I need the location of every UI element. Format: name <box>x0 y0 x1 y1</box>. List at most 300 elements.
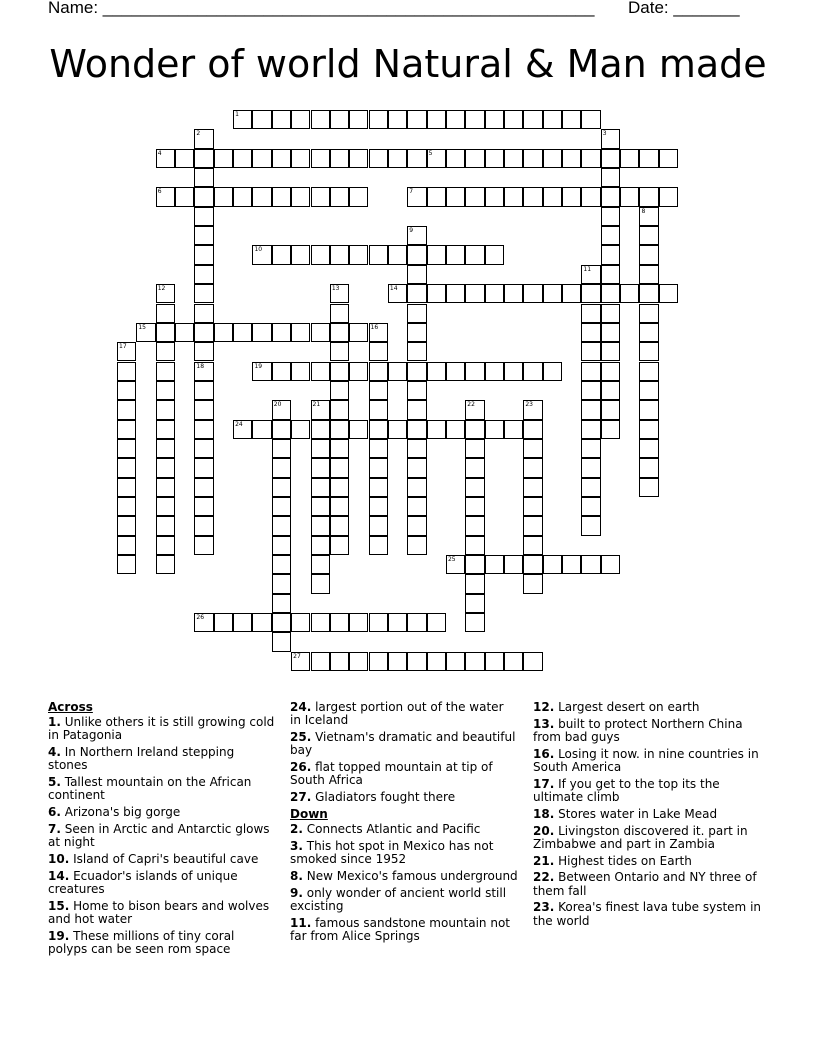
grid-cell[interactable] <box>194 187 213 206</box>
grid-cell[interactable] <box>639 362 658 381</box>
grid-cell[interactable] <box>639 207 658 226</box>
grid-cell[interactable] <box>194 458 213 477</box>
grid-cell[interactable] <box>272 458 291 477</box>
grid-cell[interactable] <box>349 187 368 206</box>
grid-cell[interactable] <box>485 149 504 168</box>
grid-cell[interactable] <box>330 284 349 303</box>
grid-cell[interactable] <box>407 149 426 168</box>
grid-cell[interactable] <box>311 497 330 516</box>
grid-cell[interactable] <box>252 323 271 342</box>
grid-cell[interactable] <box>369 652 388 671</box>
grid-cell[interactable] <box>388 284 407 303</box>
grid-cell[interactable] <box>117 420 136 439</box>
grid-cell[interactable] <box>117 516 136 535</box>
grid-cell[interactable] <box>407 265 426 284</box>
grid-cell[interactable] <box>369 458 388 477</box>
grid-cell[interactable] <box>156 400 175 419</box>
grid-cell[interactable] <box>465 652 484 671</box>
grid-cell[interactable] <box>581 439 600 458</box>
grid-cell[interactable] <box>272 439 291 458</box>
grid-cell[interactable] <box>156 536 175 555</box>
grid-cell[interactable] <box>427 187 446 206</box>
grid-cell[interactable] <box>581 304 600 323</box>
grid-cell[interactable] <box>156 497 175 516</box>
grid-cell[interactable] <box>311 439 330 458</box>
grid-cell[interactable] <box>601 284 620 303</box>
date-field[interactable]: Date: _______ <box>628 0 740 17</box>
grid-cell[interactable] <box>465 594 484 613</box>
grid-cell[interactable] <box>407 245 426 264</box>
grid-cell[interactable] <box>601 187 620 206</box>
grid-cell[interactable] <box>543 187 562 206</box>
grid-cell[interactable] <box>485 362 504 381</box>
grid-cell[interactable] <box>601 265 620 284</box>
grid-cell[interactable] <box>369 516 388 535</box>
grid-cell[interactable] <box>407 304 426 323</box>
grid-cell[interactable] <box>369 342 388 361</box>
grid-cell[interactable] <box>601 555 620 574</box>
grid-cell[interactable] <box>311 323 330 342</box>
grid-cell[interactable] <box>601 207 620 226</box>
grid-cell[interactable] <box>523 458 542 477</box>
grid-cell[interactable] <box>465 110 484 129</box>
grid-cell[interactable] <box>272 594 291 613</box>
grid-cell[interactable] <box>272 478 291 497</box>
grid-cell[interactable] <box>252 362 271 381</box>
grid-cell[interactable] <box>311 400 330 419</box>
grid-cell[interactable] <box>601 304 620 323</box>
grid-cell[interactable] <box>427 284 446 303</box>
grid-cell[interactable] <box>523 652 542 671</box>
grid-cell[interactable] <box>117 536 136 555</box>
grid-cell[interactable] <box>330 342 349 361</box>
grid-cell[interactable] <box>523 497 542 516</box>
grid-cell[interactable] <box>194 400 213 419</box>
grid-cell[interactable] <box>233 110 252 129</box>
grid-cell[interactable] <box>446 110 465 129</box>
grid-cell[interactable] <box>330 536 349 555</box>
grid-cell[interactable] <box>465 497 484 516</box>
grid-cell[interactable] <box>465 516 484 535</box>
grid-cell[interactable] <box>194 439 213 458</box>
grid-cell[interactable] <box>601 420 620 439</box>
grid-cell[interactable] <box>504 284 523 303</box>
grid-cell[interactable] <box>581 555 600 574</box>
grid-cell[interactable] <box>117 555 136 574</box>
grid-cell[interactable] <box>156 458 175 477</box>
grid-cell[interactable] <box>562 187 581 206</box>
grid-cell[interactable] <box>156 381 175 400</box>
grid-cell[interactable] <box>117 381 136 400</box>
grid-cell[interactable] <box>485 652 504 671</box>
grid-cell[interactable] <box>407 284 426 303</box>
grid-cell[interactable] <box>562 555 581 574</box>
grid-cell[interactable] <box>330 400 349 419</box>
grid-cell[interactable] <box>156 478 175 497</box>
grid-cell[interactable] <box>465 574 484 593</box>
grid-cell[interactable] <box>407 187 426 206</box>
grid-cell[interactable] <box>194 478 213 497</box>
grid-cell[interactable] <box>156 284 175 303</box>
grid-cell[interactable] <box>388 652 407 671</box>
grid-cell[interactable] <box>543 555 562 574</box>
grid-cell[interactable] <box>233 323 252 342</box>
grid-cell[interactable] <box>388 613 407 632</box>
grid-cell[interactable] <box>504 110 523 129</box>
grid-cell[interactable] <box>465 613 484 632</box>
grid-cell[interactable] <box>272 245 291 264</box>
grid-cell[interactable] <box>291 187 310 206</box>
grid-cell[interactable] <box>562 284 581 303</box>
grid-cell[interactable] <box>194 362 213 381</box>
grid-cell[interactable] <box>272 497 291 516</box>
grid-cell[interactable] <box>291 110 310 129</box>
grid-cell[interactable] <box>369 420 388 439</box>
grid-cell[interactable] <box>272 613 291 632</box>
grid-cell[interactable] <box>639 400 658 419</box>
grid-cell[interactable] <box>272 574 291 593</box>
grid-cell[interactable] <box>639 439 658 458</box>
grid-cell[interactable] <box>639 149 658 168</box>
grid-cell[interactable] <box>639 187 658 206</box>
grid-cell[interactable] <box>407 652 426 671</box>
grid-cell[interactable] <box>330 420 349 439</box>
grid-cell[interactable] <box>523 439 542 458</box>
grid-cell[interactable] <box>194 536 213 555</box>
name-field[interactable]: Name: ____________________________________________________ <box>48 0 595 17</box>
grid-cell[interactable] <box>388 420 407 439</box>
grid-cell[interactable] <box>407 110 426 129</box>
grid-cell[interactable] <box>485 420 504 439</box>
grid-cell[interactable] <box>194 226 213 245</box>
grid-cell[interactable] <box>369 478 388 497</box>
grid-cell[interactable] <box>330 110 349 129</box>
grid-cell[interactable] <box>369 323 388 342</box>
grid-cell[interactable] <box>369 245 388 264</box>
grid-cell[interactable] <box>330 652 349 671</box>
grid-cell[interactable] <box>581 497 600 516</box>
grid-cell[interactable] <box>291 149 310 168</box>
grid-cell[interactable] <box>639 458 658 477</box>
grid-cell[interactable] <box>388 110 407 129</box>
grid-cell[interactable] <box>523 536 542 555</box>
grid-cell[interactable] <box>427 149 446 168</box>
grid-cell[interactable] <box>311 458 330 477</box>
grid-cell[interactable] <box>311 478 330 497</box>
grid-cell[interactable] <box>485 245 504 264</box>
grid-cell[interactable] <box>272 110 291 129</box>
grid-cell[interactable] <box>117 439 136 458</box>
grid-cell[interactable] <box>639 265 658 284</box>
grid-cell[interactable] <box>659 284 678 303</box>
grid-cell[interactable] <box>407 342 426 361</box>
grid-cell[interactable] <box>272 632 291 651</box>
grid-cell[interactable] <box>601 362 620 381</box>
grid-cell[interactable] <box>639 245 658 264</box>
grid-cell[interactable] <box>330 497 349 516</box>
grid-cell[interactable] <box>194 245 213 264</box>
grid-cell[interactable] <box>214 323 233 342</box>
grid-cell[interactable] <box>523 574 542 593</box>
grid-cell[interactable] <box>523 516 542 535</box>
grid-cell[interactable] <box>523 555 542 574</box>
grid-cell[interactable] <box>156 439 175 458</box>
grid-cell[interactable] <box>156 516 175 535</box>
grid-cell[interactable] <box>427 613 446 632</box>
grid-cell[interactable] <box>639 342 658 361</box>
grid-cell[interactable] <box>581 187 600 206</box>
grid-cell[interactable] <box>194 342 213 361</box>
grid-cell[interactable] <box>311 110 330 129</box>
grid-cell[interactable] <box>543 362 562 381</box>
grid-cell[interactable] <box>194 284 213 303</box>
grid-cell[interactable] <box>194 207 213 226</box>
grid-cell[interactable] <box>388 245 407 264</box>
grid-cell[interactable] <box>311 652 330 671</box>
grid-cell[interactable] <box>156 304 175 323</box>
grid-cell[interactable] <box>465 149 484 168</box>
grid-cell[interactable] <box>504 420 523 439</box>
grid-cell[interactable] <box>272 187 291 206</box>
grid-cell[interactable] <box>272 420 291 439</box>
grid-cell[interactable] <box>465 555 484 574</box>
grid-cell[interactable] <box>349 245 368 264</box>
grid-cell[interactable] <box>311 149 330 168</box>
grid-cell[interactable] <box>407 458 426 477</box>
grid-cell[interactable] <box>427 110 446 129</box>
grid-cell[interactable] <box>465 458 484 477</box>
grid-cell[interactable] <box>465 536 484 555</box>
grid-cell[interactable] <box>407 536 426 555</box>
grid-cell[interactable] <box>252 110 271 129</box>
grid-cell[interactable] <box>330 381 349 400</box>
grid-cell[interactable] <box>601 168 620 187</box>
grid-cell[interactable] <box>349 613 368 632</box>
grid-cell[interactable] <box>291 245 310 264</box>
grid-cell[interactable] <box>601 342 620 361</box>
grid-cell[interactable] <box>485 284 504 303</box>
grid-cell[interactable] <box>465 187 484 206</box>
grid-cell[interactable] <box>117 478 136 497</box>
grid-cell[interactable] <box>194 149 213 168</box>
grid-cell[interactable] <box>194 129 213 148</box>
grid-cell[interactable] <box>446 555 465 574</box>
grid-cell[interactable] <box>601 400 620 419</box>
grid-cell[interactable] <box>581 400 600 419</box>
grid-cell[interactable] <box>581 381 600 400</box>
grid-cell[interactable] <box>620 149 639 168</box>
grid-cell[interactable] <box>117 362 136 381</box>
grid-cell[interactable] <box>291 420 310 439</box>
grid-cell[interactable] <box>291 362 310 381</box>
grid-cell[interactable] <box>504 187 523 206</box>
grid-cell[interactable] <box>504 362 523 381</box>
grid-cell[interactable] <box>117 458 136 477</box>
grid-cell[interactable] <box>330 187 349 206</box>
grid-cell[interactable] <box>581 149 600 168</box>
grid-cell[interactable] <box>311 613 330 632</box>
grid-cell[interactable] <box>407 323 426 342</box>
grid-cell[interactable] <box>407 497 426 516</box>
grid-cell[interactable] <box>156 342 175 361</box>
grid-cell[interactable] <box>233 187 252 206</box>
grid-cell[interactable] <box>272 516 291 535</box>
grid-cell[interactable] <box>407 439 426 458</box>
grid-cell[interactable] <box>407 516 426 535</box>
grid-cell[interactable] <box>620 284 639 303</box>
grid-cell[interactable] <box>543 110 562 129</box>
grid-cell[interactable] <box>446 245 465 264</box>
grid-cell[interactable] <box>369 400 388 419</box>
grid-cell[interactable] <box>272 323 291 342</box>
grid-cell[interactable] <box>194 323 213 342</box>
grid-cell[interactable] <box>214 187 233 206</box>
grid-cell[interactable] <box>639 304 658 323</box>
grid-cell[interactable] <box>407 420 426 439</box>
grid-cell[interactable] <box>194 381 213 400</box>
grid-cell[interactable] <box>543 149 562 168</box>
grid-cell[interactable] <box>369 536 388 555</box>
grid-cell[interactable] <box>465 420 484 439</box>
grid-cell[interactable] <box>369 497 388 516</box>
grid-cell[interactable] <box>562 149 581 168</box>
grid-cell[interactable] <box>620 187 639 206</box>
grid-cell[interactable] <box>117 342 136 361</box>
grid-cell[interactable] <box>446 362 465 381</box>
grid-cell[interactable] <box>427 652 446 671</box>
grid-cell[interactable] <box>639 478 658 497</box>
grid-cell[interactable] <box>291 613 310 632</box>
grid-cell[interactable] <box>639 381 658 400</box>
grid-cell[interactable] <box>272 400 291 419</box>
grid-cell[interactable] <box>330 458 349 477</box>
grid-cell[interactable] <box>156 362 175 381</box>
grid-cell[interactable] <box>659 149 678 168</box>
grid-cell[interactable] <box>504 149 523 168</box>
grid-cell[interactable] <box>369 149 388 168</box>
grid-cell[interactable] <box>581 420 600 439</box>
grid-cell[interactable] <box>311 555 330 574</box>
grid-cell[interactable] <box>407 478 426 497</box>
grid-cell[interactable] <box>581 265 600 284</box>
grid-cell[interactable] <box>252 245 271 264</box>
grid-cell[interactable] <box>330 323 349 342</box>
grid-cell[interactable] <box>465 362 484 381</box>
grid-cell[interactable] <box>407 613 426 632</box>
grid-cell[interactable] <box>639 284 658 303</box>
grid-cell[interactable] <box>446 420 465 439</box>
grid-cell[interactable] <box>194 420 213 439</box>
grid-cell[interactable] <box>601 323 620 342</box>
grid-cell[interactable] <box>233 613 252 632</box>
grid-cell[interactable] <box>272 536 291 555</box>
grid-cell[interactable] <box>117 497 136 516</box>
grid-cell[interactable] <box>504 555 523 574</box>
grid-cell[interactable] <box>581 458 600 477</box>
grid-cell[interactable] <box>465 400 484 419</box>
grid-cell[interactable] <box>446 284 465 303</box>
grid-cell[interactable] <box>465 478 484 497</box>
grid-cell[interactable] <box>175 149 194 168</box>
grid-cell[interactable] <box>311 574 330 593</box>
grid-cell[interactable] <box>272 149 291 168</box>
grid-cell[interactable] <box>156 149 175 168</box>
grid-cell[interactable] <box>349 652 368 671</box>
grid-cell[interactable] <box>601 381 620 400</box>
grid-cell[interactable] <box>156 323 175 342</box>
grid-cell[interactable] <box>349 323 368 342</box>
grid-cell[interactable] <box>504 652 523 671</box>
grid-cell[interactable] <box>485 555 504 574</box>
grid-cell[interactable] <box>369 362 388 381</box>
grid-cell[interactable] <box>311 187 330 206</box>
grid-cell[interactable] <box>369 613 388 632</box>
grid-cell[interactable] <box>427 362 446 381</box>
grid-cell[interactable] <box>156 555 175 574</box>
grid-cell[interactable] <box>523 362 542 381</box>
grid-cell[interactable] <box>330 149 349 168</box>
grid-cell[interactable] <box>330 362 349 381</box>
grid-cell[interactable] <box>136 323 155 342</box>
grid-cell[interactable] <box>388 149 407 168</box>
grid-cell[interactable] <box>407 362 426 381</box>
grid-cell[interactable] <box>581 516 600 535</box>
grid-cell[interactable] <box>639 420 658 439</box>
grid-cell[interactable] <box>369 110 388 129</box>
grid-cell[interactable] <box>252 613 271 632</box>
grid-cell[interactable] <box>369 439 388 458</box>
grid-cell[interactable] <box>523 478 542 497</box>
grid-cell[interactable] <box>581 110 600 129</box>
grid-cell[interactable] <box>214 149 233 168</box>
grid-cell[interactable] <box>407 400 426 419</box>
grid-cell[interactable] <box>194 516 213 535</box>
grid-cell[interactable] <box>523 187 542 206</box>
grid-cell[interactable] <box>446 149 465 168</box>
grid-cell[interactable] <box>252 187 271 206</box>
grid-cell[interactable] <box>581 323 600 342</box>
grid-cell[interactable] <box>562 110 581 129</box>
grid-cell[interactable] <box>427 420 446 439</box>
grid-cell[interactable] <box>639 226 658 245</box>
grid-cell[interactable] <box>311 516 330 535</box>
grid-cell[interactable] <box>330 478 349 497</box>
grid-cell[interactable] <box>465 439 484 458</box>
grid-cell[interactable] <box>349 149 368 168</box>
grid-cell[interactable] <box>581 362 600 381</box>
grid-cell[interactable] <box>194 168 213 187</box>
grid-cell[interactable] <box>601 129 620 148</box>
grid-cell[interactable] <box>601 226 620 245</box>
grid-cell[interactable] <box>330 439 349 458</box>
grid-cell[interactable] <box>407 226 426 245</box>
grid-cell[interactable] <box>465 284 484 303</box>
grid-cell[interactable] <box>330 245 349 264</box>
grid-cell[interactable] <box>523 284 542 303</box>
grid-cell[interactable] <box>311 536 330 555</box>
grid-cell[interactable] <box>407 381 426 400</box>
grid-cell[interactable] <box>446 187 465 206</box>
grid-cell[interactable] <box>252 420 271 439</box>
grid-cell[interactable] <box>156 187 175 206</box>
grid-cell[interactable] <box>311 245 330 264</box>
grid-cell[interactable] <box>194 265 213 284</box>
grid-cell[interactable] <box>194 304 213 323</box>
grid-cell[interactable] <box>639 323 658 342</box>
grid-cell[interactable] <box>330 613 349 632</box>
grid-cell[interactable] <box>388 362 407 381</box>
grid-cell[interactable] <box>175 323 194 342</box>
